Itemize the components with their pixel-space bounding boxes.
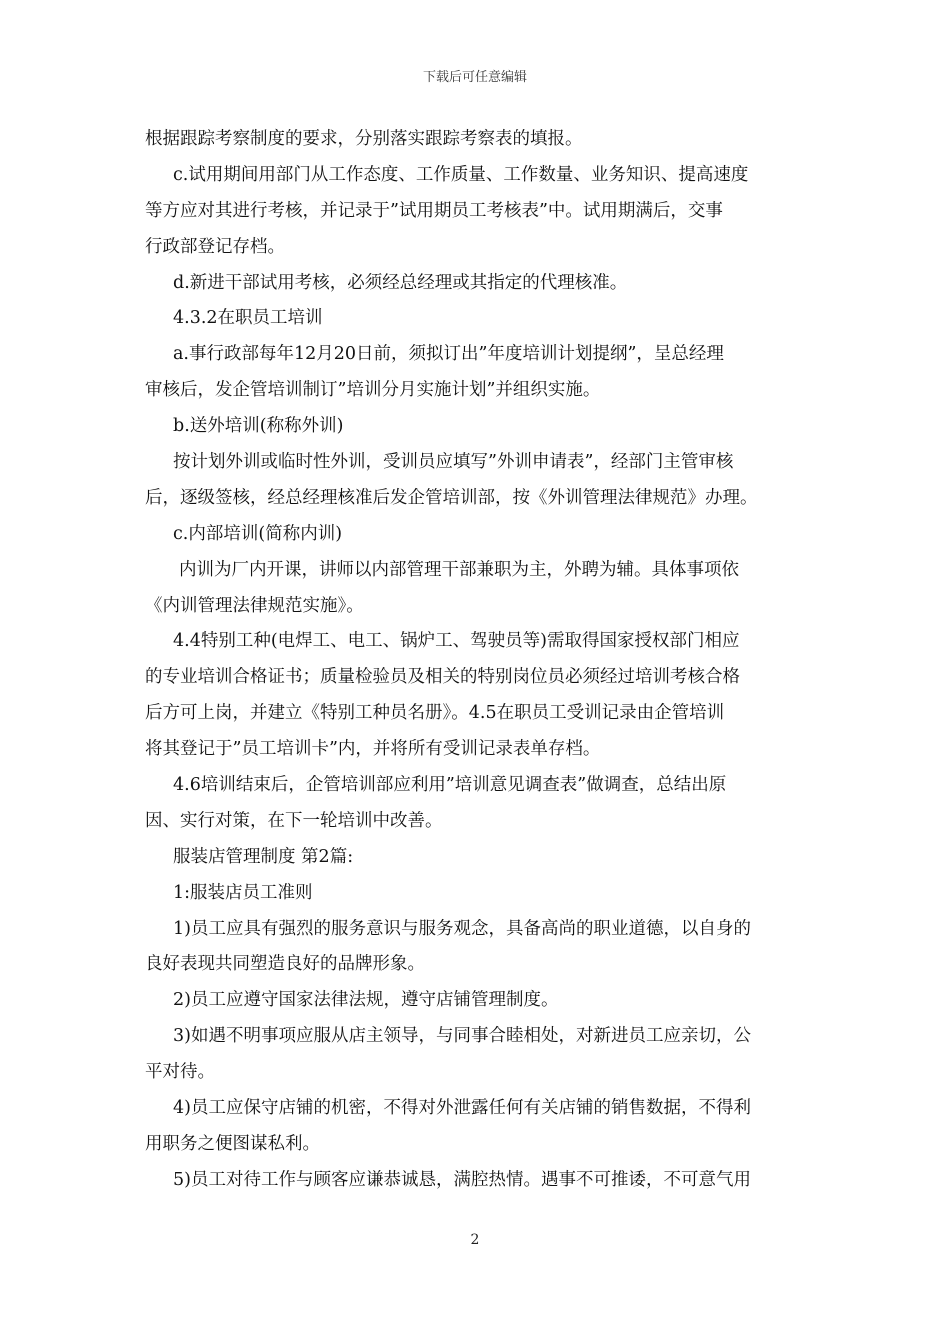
text-line: d.新进干部试用考核，必须经总经理或其指定的代理核准。 [173,272,628,293]
text-line: 4.3.2在职员工培训 [173,308,323,329]
text-line: 用职务之便图谋私利。 [145,1133,320,1154]
text-line: 4)员工应保守店铺的机密，不得对外泄露任何有关店铺的销售数据，不得利 [173,1098,751,1119]
text-line: 后方可上岗，并建立《特别工种员名册》。4.5在职员工受训记录由企管培训 [145,703,725,724]
text-line: 根据跟踪考察制度的要求，分别落实跟踪考察表的填报。 [145,129,583,149]
page-header: 下载后可任意编辑 [422,70,527,85]
page-number: 2 [470,1232,480,1248]
text-line: 的专业培训合格证书；质量检验员及相关的特别岗位员必须经过培训考核合格 [145,667,740,688]
text-line: 1)员工应具有强烈的服务意识与服务观念，具备高尚的职业道德，以自身的 [173,918,751,939]
document-body [145,122,809,1199]
text-line: 5)员工对待工作与顾客应谦恭诚恳，满腔热情。遇事不可推诿，不可意气用 [173,1169,751,1190]
text-line: 内训为厂内开课，讲师以内部管理干部兼职为主，外聘为辅。具体事项依 [179,559,739,580]
text-line: 4.4特别工种(电焊工、电工、锅炉工、驾驶员等)需取得国家授权部门相应 [173,631,740,652]
text-line: b.送外培训(称称外训) [173,416,344,437]
text-line: 良好表现共同塑造良好的品牌形象。 [145,954,425,975]
text-line: 行政部登记存档。 [145,236,285,257]
text-line: c.内部培训(简称内训) [173,523,343,544]
text-line: 因、实行对策，在下一轮培训中改善。 [145,810,443,831]
text-line: 《内训管理法律规范实施》。 [145,595,364,616]
text-line: 3)如遇不明事项应服从店主领导，与同事合睦相处，对新进员工应亲切，公 [173,1026,751,1047]
text-line: 2)员工应遵守国家法律法规，遵守店铺管理制度。 [173,990,559,1011]
text-line: 1:服装店员工准则 [173,882,313,903]
text-line: 审核后，发企管培训制订”培训分月实施计划”并组织实施。 [145,380,601,401]
text-line: 等方应对其进行考核，并记录于”试用期员工考核表”中。试用期满后，交事 [145,200,723,221]
text-line: 服装店管理制度 第2篇: [173,846,354,867]
text-line: 将其登记于”员工培训卡”内，并将所有受训记录表单存档。 [145,739,601,760]
text-line: c.试用期间用部门从工作态度、工作质量、工作数量、业务知识、提高速度 [173,164,749,185]
text-line: 4.6培训结束后，企管培训部应利用”培训意见调查表”做调查，总结出原 [173,775,727,796]
text-line: 后，逐级签核，经总经理核准后发企管培训部，按《外训管理法律规范》办理。 [145,487,758,508]
text-line: a.事行政部每年12月20日前，须拟订出”年度培训计划提纲”，呈总经理 [173,344,724,365]
text-line: 按计划外训或临时性外训，受训员应填写”外训申请表”，经部门主管审核 [173,452,734,473]
text-line: 平对待。 [145,1062,215,1083]
